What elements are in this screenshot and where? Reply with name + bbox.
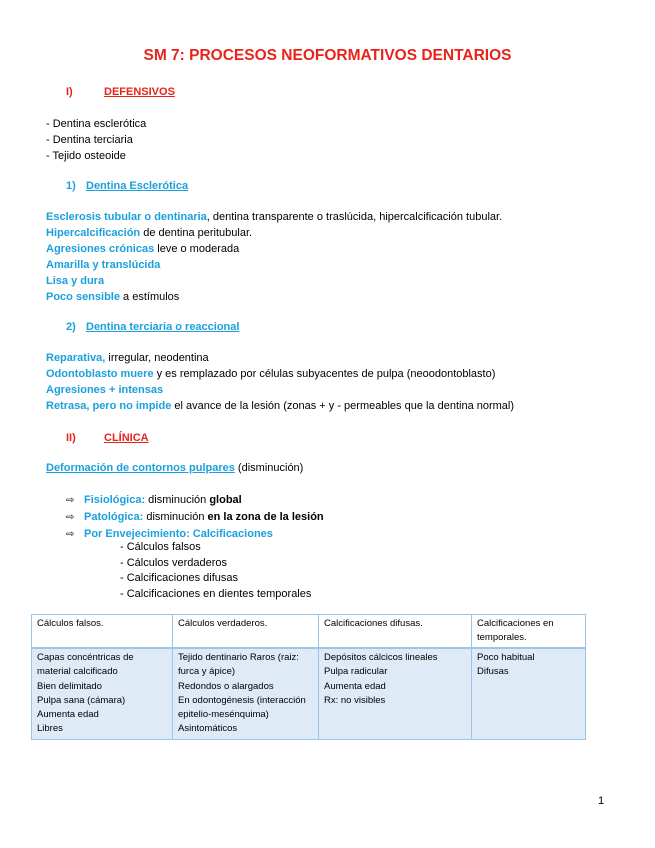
arrow-list [66,492,324,543]
text-line: Lisa y dura [46,275,105,287]
table-cell [319,648,472,739]
table-cell-line: Tejido dentinario Raros (raiz: furca y ápice) [178,652,299,678]
table-row [32,648,586,739]
list-item: - Dentina esclerótica [46,118,147,130]
subsection-label: Dentina Esclerótica [86,180,189,192]
calculos-table [31,614,586,740]
page-title: SM 7: PROCESOS NEOFORMATIVOS DENTARIOS [143,47,512,64]
table-cell-line: Asintomáticos [178,723,238,735]
list-item: - Tejido osteoide [46,150,126,162]
table-cell [32,648,173,739]
table-cell-line: Difusas [477,666,509,678]
section-number: II) [66,432,76,444]
section-clinica [66,432,149,444]
table-header-row [32,615,586,649]
table-cell-line: En odontogénesis (interacción epitelio-mesénquima) [178,694,306,721]
table-header-cell: Calcificaciones difusas. [319,615,472,649]
table-cell [173,648,319,739]
subsection-number: 2) [66,321,76,333]
arrow-right-icon: ⇨ [66,495,75,506]
section-label: DEFENSIVOS [104,86,175,98]
text-line: Agresiones + intensas [46,384,164,396]
table-cell-line: Capas concéntricas de material calcificado [37,652,134,678]
calcificaciones-list [120,540,311,602]
table-cell-line: Bien delimitado [37,680,102,692]
text-line: Agresiones crónicas leve o moderada [46,243,240,255]
terciaria-lines [46,350,514,414]
text-line: Odontoblasto muere y es remplazado por células subyacentes de pulpa (neoodontoblasto) [46,368,496,380]
text-line: Esclerosis tubular o dentinaria, dentina transparente o traslúcida, hipercalcificación tubular. [46,211,503,223]
arrow-right-icon: ⇨ [66,512,75,523]
table-header-cell: Calcificaciones en temporales. [472,615,586,649]
text-line: Reparativa, irregular, neodentina [46,352,209,364]
subsection-dentina-terciaria [66,321,239,333]
table-header-cell: Cálculos verdaderos. [173,615,319,649]
table-cell [472,648,586,739]
table-cell-line: Pulpa sana (cámara) [37,694,126,706]
table-cell-line: Depósitos cálcicos lineales [324,652,438,663]
table-cell-line: Rx: no visibles [324,694,386,706]
arrow-right-icon: ⇨ [66,529,75,540]
table-cell-line: Aumenta edad [324,680,386,692]
page-number: 1 [598,795,605,807]
subsection-number: 1) [66,180,76,192]
table-cell-line: Redondos o alargados [178,680,274,692]
section-defensivos [66,86,175,98]
list-item: - Calcificaciones en dientes temporales [120,587,312,600]
list-item: - Cálculos falsos [120,541,201,553]
section-number: I) [66,86,73,98]
arrow-item: ⇨ Fisiológica: disminución global [66,492,324,509]
text-line: Retrasa, pero no impide el avance de la lesión (zonas + y - permeables que la dentina normal) [46,400,515,412]
subsection-label: Dentina terciaria o reaccional [86,321,240,333]
table-cell-line: Libres [37,723,63,735]
text-line: Poco sensible a estímulos [46,291,180,303]
list-item: - Dentina terciaria [46,134,133,146]
defensivos-list [46,116,146,164]
esclerotica-lines [46,209,502,305]
list-item: - Calcificaciones difusas [120,572,238,584]
arrow-item: ⇨ Patológica: disminución en la zona de la lesión [66,509,324,526]
table-cell-line: Poco habitual [477,652,535,663]
table-header-cell: Cálculos falsos. [32,615,173,649]
subsection-dentina-esclerotica [66,180,188,192]
deformacion-heading: Deformación de contornos pulpares (disminución) [46,462,304,474]
list-item: - Cálculos verdaderos [120,556,227,569]
table-cell-line: Aumenta edad [37,709,99,721]
text-line: Hipercalcificación de dentina peritubular. [46,227,253,239]
text-line: Amarilla y translúcida [46,259,161,271]
table-cell-line: Pulpa radicular [324,666,388,678]
arrow-item: ⇨ Por Envejecimiento: Calcificaciones [66,526,324,543]
section-label: CLÍNICA [104,432,149,444]
